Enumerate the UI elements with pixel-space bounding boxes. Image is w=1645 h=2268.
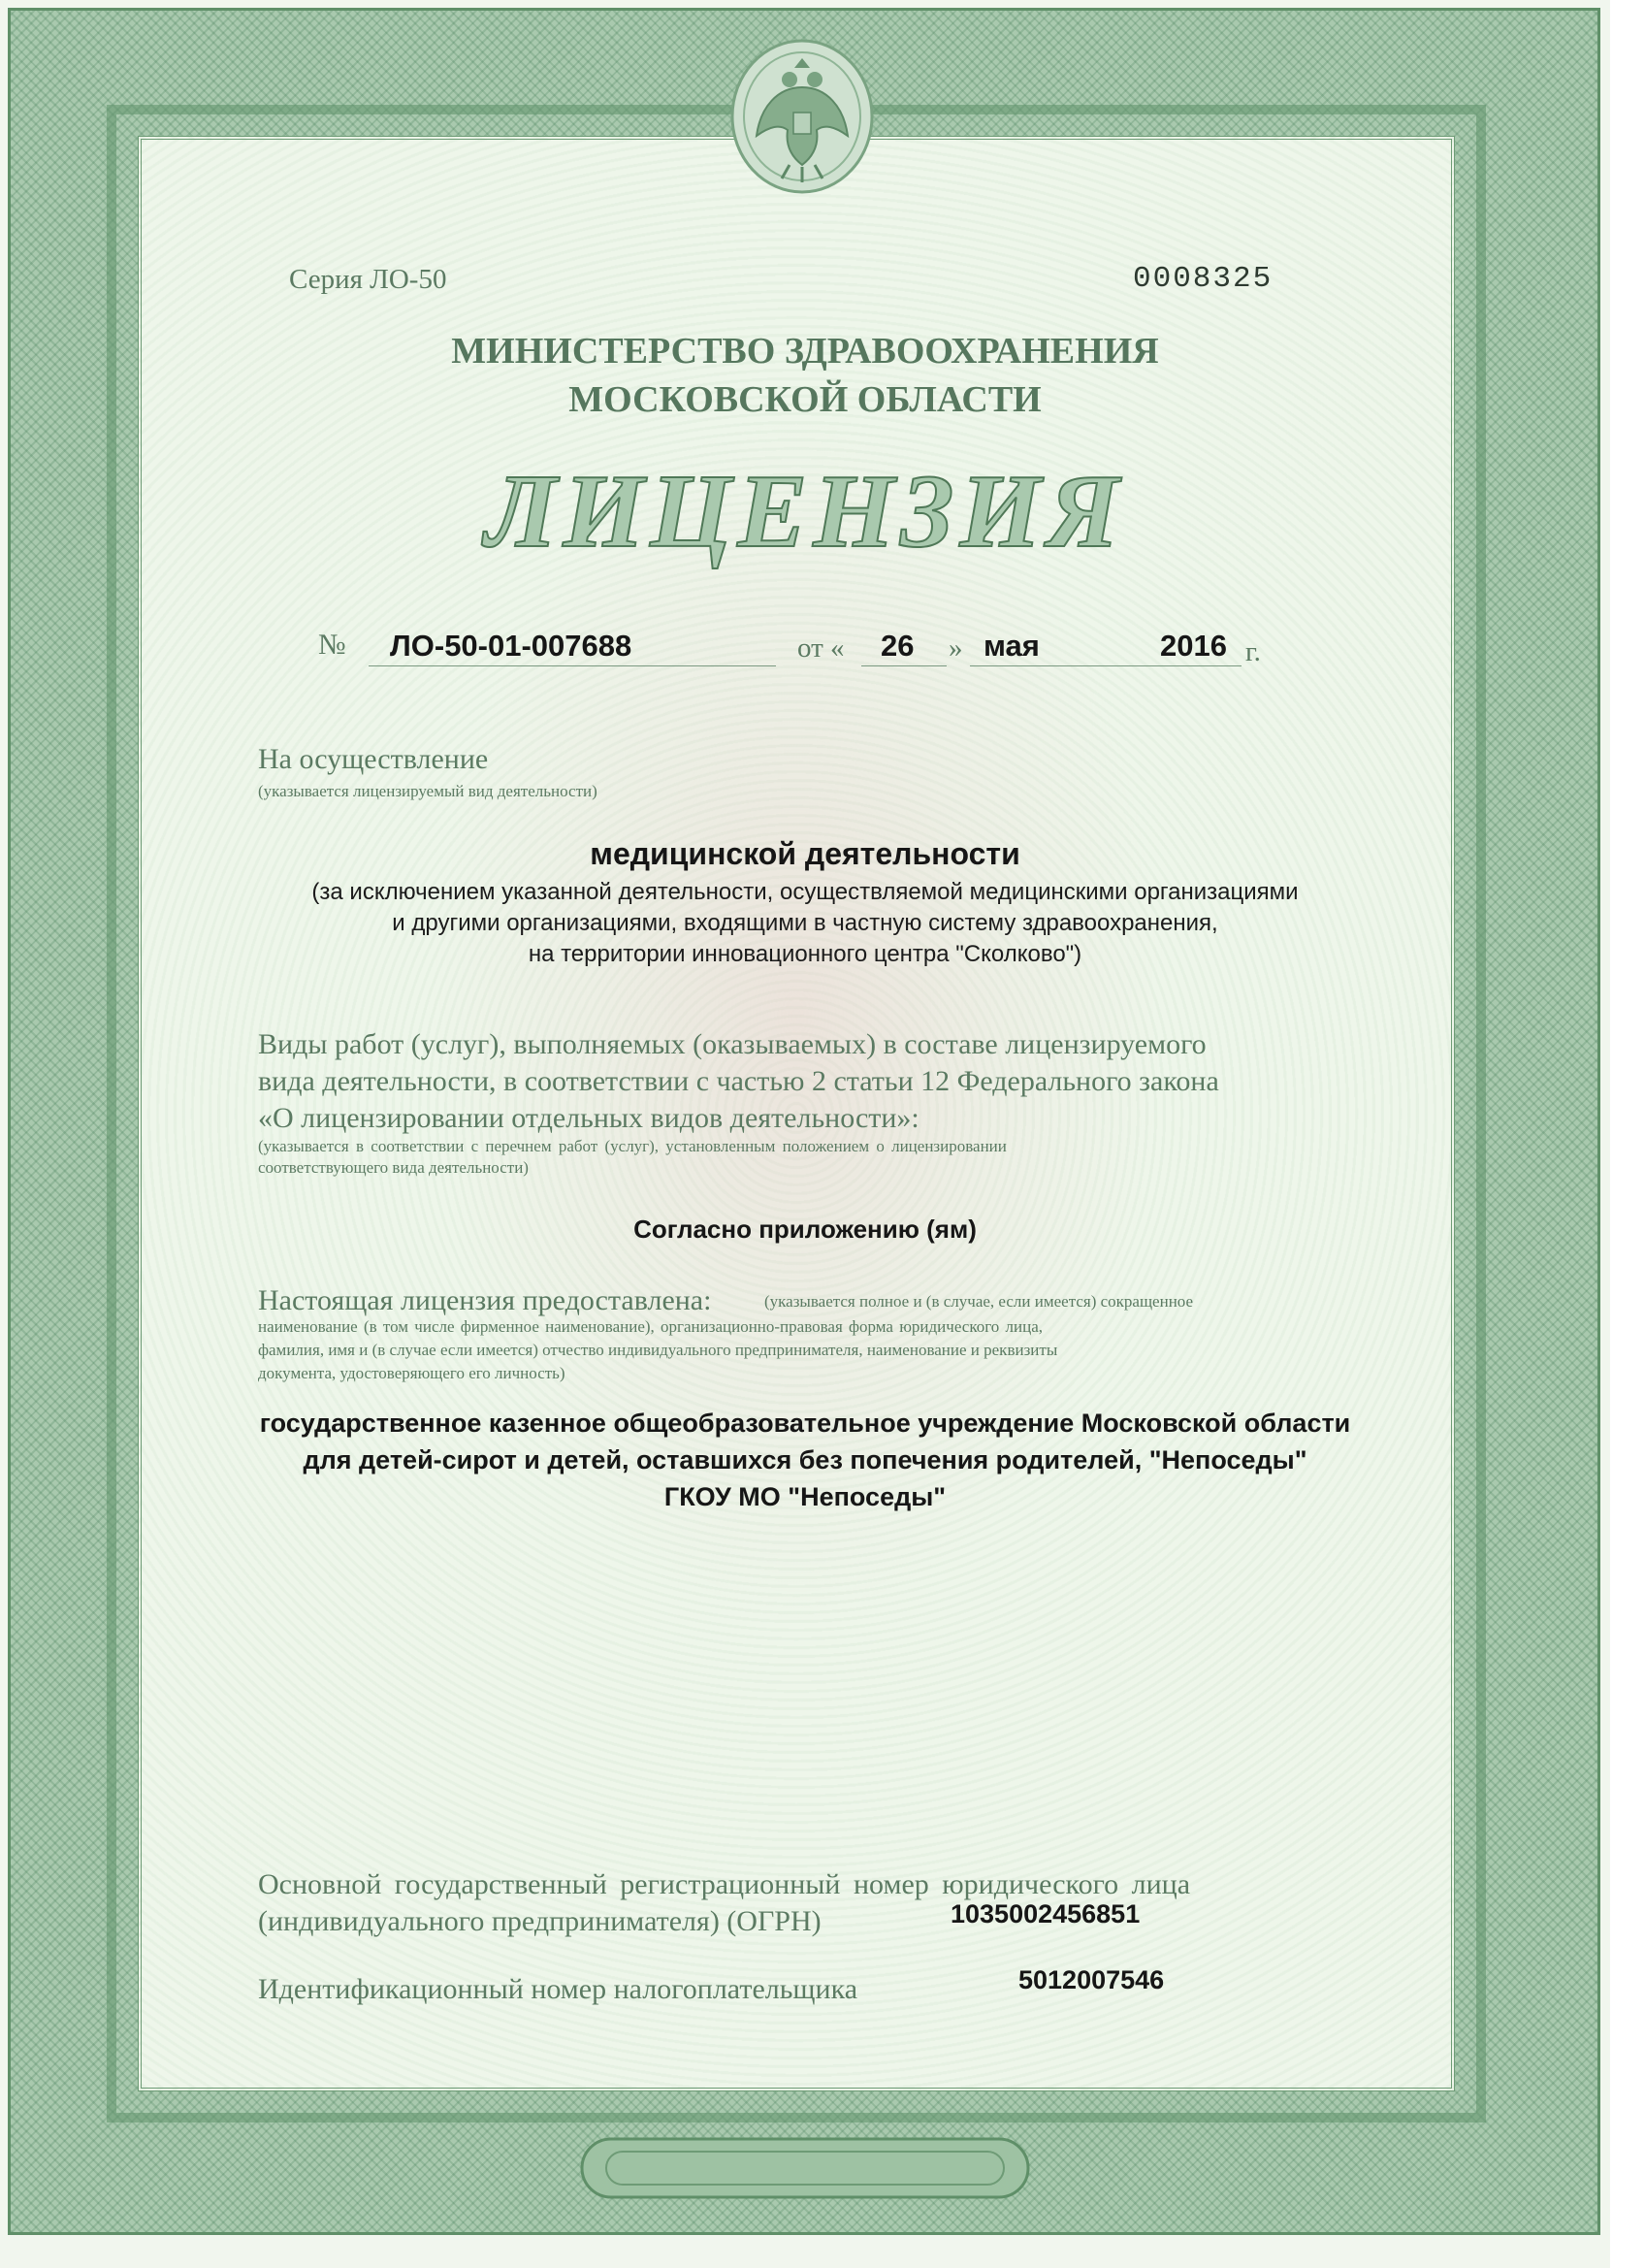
grantee-hint-line4: документа, удостоверяющего его личность): [258, 1364, 565, 1382]
activity-detail-line1: (за исключением указанной деятельности, осуществляемой медицинскими организациями: [311, 879, 1299, 905]
works-label-line1: Виды работ (услуг), выполняемых (оказываемых) в составе лицензируемого: [258, 1028, 1207, 1060]
license-year: 2016: [1160, 629, 1227, 663]
license-day: 26: [881, 629, 915, 663]
works-hint-line1: (указывается в соответствии с перечнем работ (услуг), установленным положением о лицензировании: [258, 1137, 1007, 1155]
inn-value: 5012007546: [1018, 1965, 1165, 1994]
works-hint-line2: соответствующего вида деятельности): [258, 1158, 529, 1177]
license-month: мая: [984, 629, 1040, 663]
ministry-title-line1: МИНИСТЕРСТВО ЗДРАВООХРАНЕНИЯ: [451, 331, 1159, 372]
works-value: Согласно приложению (ям): [633, 1215, 977, 1244]
document-title: ЛИЦЕНЗИЯ: [485, 454, 1125, 569]
grantee-hint-line3: фамилия, имя и (в случае если имеется) отчество индивидуального предпринимателя, наименование и реквизиты: [258, 1341, 1058, 1359]
activity-detail-line3: на территории инновационного центра "Сколково"): [528, 941, 1082, 967]
ogrn-label-line2: (индивидуального предпринимателя) (ОГРН): [258, 1905, 822, 1937]
border-ornament: [563, 2124, 1048, 2212]
ministry-title-line2: МОСКОВСКОЙ ОБЛАСТИ: [568, 379, 1042, 420]
grantee-hint-line2: наименование (в том числе фирменное наименование), организационно-правовая форма юридического лица,: [258, 1317, 1043, 1336]
number-underline: [369, 665, 776, 666]
grantee-hint-line1: (указывается полное и (в случае, если имеется) сокращенное: [764, 1292, 1194, 1311]
grantee-name-line2: для детей-сирот и детей, оставшихся без попечения родителей, "Непоседы": [303, 1445, 1307, 1474]
series-label: Серия ЛО-50: [289, 264, 447, 295]
coat-of-arms-emblem: [729, 29, 875, 194]
year-suffix: г.: [1245, 636, 1261, 667]
works-label-line2: вида деятельности, в соответствии с частью 2 статьи 12 Федерального закона: [258, 1065, 1219, 1097]
activity-detail-line2: и другими организациями, входящими в частную систему здравоохранения,: [392, 910, 1218, 936]
number-sign: №: [318, 629, 346, 661]
date-from-label: от «: [797, 632, 845, 664]
day-underline: [861, 665, 947, 666]
grantee-name-line1: государственное казенное общеобразовательное учреждение Московской области: [259, 1409, 1351, 1438]
blank-number: 0008325: [1133, 262, 1274, 296]
ogrn-label-line1: Основной государственный регистрационный номер юридического лица: [258, 1868, 1191, 1900]
works-label-line3: «О лицензировании отдельных видов деятельности»:: [258, 1102, 919, 1134]
activity-label: На осуществление: [258, 743, 489, 775]
inn-label: Идентификационный номер налогоплательщика: [258, 1973, 858, 2005]
grantee-label: Настоящая лицензия предоставлена:: [258, 1284, 712, 1316]
activity-name: медицинской деятельности: [590, 836, 1020, 871]
grantee-short-name: ГКОУ МО "Непоседы": [663, 1482, 947, 1511]
license-number: ЛО-50-01-007688: [390, 629, 632, 663]
activity-hint: (указывается лицензируемый вид деятельности): [258, 782, 597, 800]
date-quote-close: »: [949, 632, 963, 664]
month-underline: [970, 665, 1242, 666]
ogrn-value: 1035002456851: [951, 1899, 1141, 1928]
